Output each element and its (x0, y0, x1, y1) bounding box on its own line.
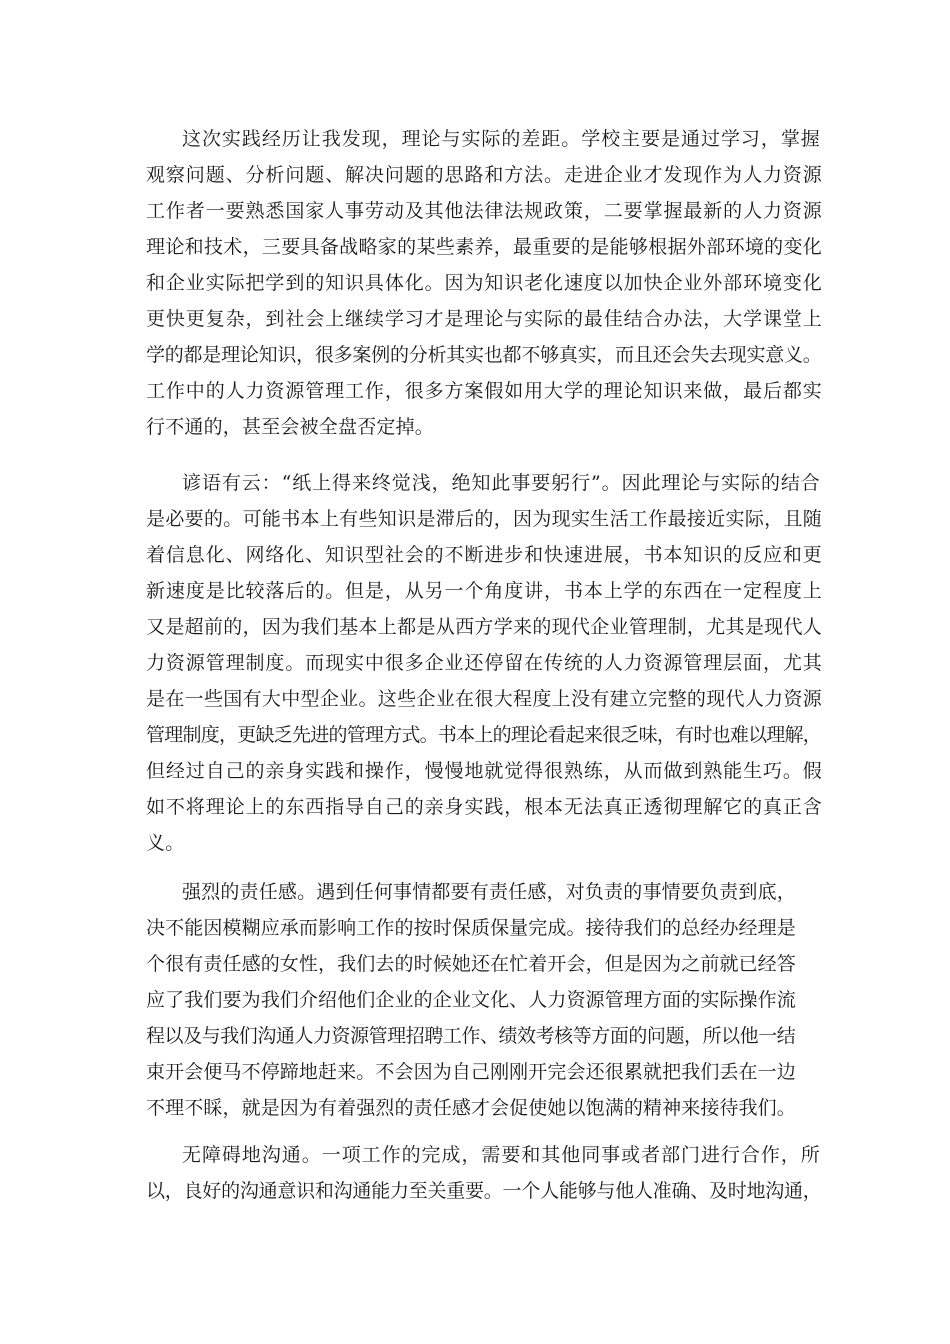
text-line: 工作中的人力资源管理工作，很多方案假如用大学的理论知识来做，最后都实 (146, 380, 823, 402)
text-line: 新速度是比较落后的。但是，从另一个角度讲，书本上学的东西在一定程度上 (146, 580, 823, 602)
text-line: 更快更复杂，到社会上继续学习才是理论与实际的最佳结合办法，大学课堂上 (146, 308, 823, 330)
text-line: 是在一些国有大中型企业。这些企业在很大程度上没有建立完整的现代人力资源 (146, 688, 823, 710)
text-line: 束开会便马不停蹄地赶来。不会因为自己刚刚开完会还很累就把我们丢在一边 (146, 1061, 796, 1083)
text-line: 行不通的，甚至会被全盘否定掉。 (146, 416, 435, 438)
text-line: 应了我们要为我们介绍他们企业的企业文化、人力资源管理方面的实际操作流 (146, 989, 796, 1011)
text-line: 学的都是理论知识，很多案例的分析其实也都不够真实，而且还会失去现实意义。 (146, 344, 822, 366)
text-line: 观察问题、分析问题、解决问题的思路和方法。走进企业才发现作为人力资源 (146, 164, 823, 186)
text-line: 和企业实际把学到的知识具体化。因为知识老化速度以加快企业外部环境变化 (146, 272, 823, 294)
text-line: 这次实践经历让我发现，理论与实际的差距。学校主要是通过学习，掌握 (182, 128, 821, 150)
text-line: 管理制度，更缺乏先进的管理方式。书本上的理论看起来很乏味，有时也难以理解， (146, 724, 822, 746)
text-line: 不理不睬，就是因为有着强烈的责任感才会促使她以饱满的精神来接待我们。 (146, 1097, 796, 1119)
text-line: 着信息化、网络化、知识型社会的不断进步和快速进展，书本知识的反应和更 (146, 544, 823, 566)
text-line: 又是超前的，因为我们基本上都是从西方学来的现代企业管理制，尤其是现代人 (146, 616, 823, 638)
text-line: 如不将理论上的东西指导自己的亲身实践，根本无法真正透彻理解它的真正含 (146, 796, 823, 818)
text-line: 个很有责任感的女性，我们去的时候她还在忙着开会，但是因为之前就已经答 (146, 953, 796, 975)
text-line: 强烈的责任感。遇到任何事情都要有责任感，对负责的事情要负责到底， (182, 881, 796, 903)
text-line: 理论和技术，三要具备战略家的某些素养，最重要的是能够根据外部环境的变化 (146, 236, 823, 258)
text-line: 无障碍地沟通。一项工作的完成，需要和其他同事或者部门进行合作，所 (182, 1144, 821, 1166)
text-line: 工作者一要熟悉国家人事劳动及其他法律法规政策，二要掌握最新的人力资源 (146, 200, 823, 222)
text-line: 谚语有云：“纸上得来终觉浅，绝知此事要躬行”。因此理论与实际的结合 (182, 472, 821, 494)
text-line: 是必要的。可能书本上有些知识是滞后的，因为现实生活工作最接近实际，且随 (146, 508, 823, 530)
text-line: 但经过自己的亲身实践和操作，慢慢地就觉得很熟练，从而做到熟能生巧。假 (146, 760, 823, 782)
text-line: 程以及与我们沟通人力资源管理招聘工作、绩效考核等方面的问题，所以他一结 (146, 1025, 796, 1047)
text-line: 决不能因模糊应承而影响工作的按时保质保量完成。接待我们的总经办经理是 (146, 917, 796, 939)
text-line: 以，良好的沟通意识和沟通能力至关重要。一个人能够与他人准确、及时地沟通， (146, 1180, 822, 1202)
text-line: 力资源管理制度。而现实中很多企业还停留在传统的人力资源管理层面，尤其 (146, 652, 823, 674)
text-line: 义。 (146, 832, 185, 854)
